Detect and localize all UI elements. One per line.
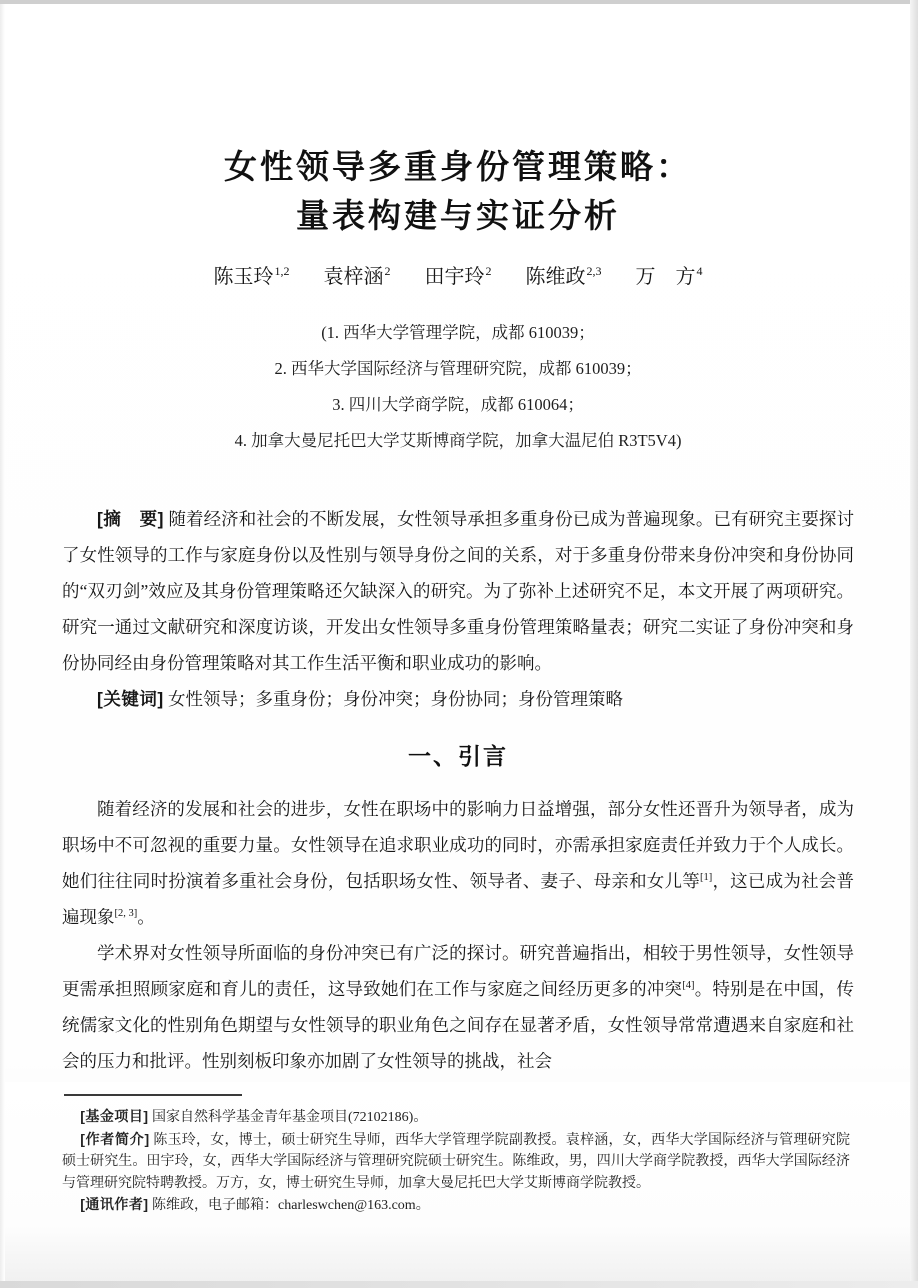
- abstract-paragraph: [摘 要] 随着经济和社会的不断发展，女性领导承担多重身份已成为普遍现象。已有研究主要探讨了女性领导的工作与家庭身份以及性别与领导身份之间的关系，对于多重身份带来身份冲突和身份协同的“双刃剑”效应及其身份管理策略还欠缺深入的研究。为了弥补上述研究不足，本文开展了两项研究。研究一通过文献研究和深度访谈，开发出女性领导多重身份管理策略量表；研究二实证了身份冲突和身份协同经由身份管理策略对其工作生活平衡和职业成功的影响。: [62, 509, 855, 673]
- paper-title-line1: 女性领导多重身份管理策略：: [224, 148, 692, 185]
- author-name: 田宇玲: [424, 266, 485, 288]
- paper-content: [62, 0, 854, 1079]
- footnote-area: [0, 1082, 918, 1288]
- author-superscript: 2: [485, 264, 492, 279]
- author-5: [636, 260, 703, 289]
- affiliation-line-2: 2. 西华大学国际经济与管理研究院，成都 610039；: [274, 359, 642, 378]
- section-heading-introduction: 一、引言: [408, 743, 508, 769]
- intro-paragraph-2: 学术界对女性领导所面临的身份冲突已有广泛的探讨。研究普遍指出，相较于男性领导，女性领导更需承担照顾家庭和育儿的责任，这导致她们在工作与家庭之间经历更多的冲突[4]。特别是在中国，传统儒家文化的性别角色期望与女性领导的职业角色之间存在显著矛盾，女性领导常常遭遇来自家庭和社会的压力和批评。性别刻板印象亦加剧了女性领导的挑战，社会: [62, 943, 855, 1071]
- affiliation-line-1: (1. 西华大学管理学院，成都 610039；: [321, 323, 595, 342]
- affiliation-line-4: 4. 加拿大曼尼托巴大学艾斯博商学院，加拿大温尼伯 R3T5V4): [234, 431, 682, 450]
- author-2: [324, 260, 391, 289]
- authors-line: [62, 260, 854, 289]
- author-4: [526, 260, 602, 289]
- author-1: [214, 260, 290, 289]
- keywords-paragraph: [关键词] 女性领导；多重身份；身份冲突；身份协同；身份管理策略: [97, 689, 624, 709]
- affiliation-line-3: 3. 四川大学商学院，成都 610064；: [332, 395, 584, 414]
- author-superscript: 4: [696, 264, 703, 279]
- author-3: [425, 260, 492, 289]
- footnote-divider: [64, 1094, 242, 1096]
- scan-edge-right: [910, 0, 918, 1288]
- scan-edge-top: [0, 0, 918, 4]
- paper-title-line2: 量表构建与实证分析: [296, 197, 620, 234]
- paper-title: [62, 142, 854, 240]
- footnote-author-bio: [作者简介] 陈玉玲，女，博士，硕士研究生导师，西华大学管理学院副教授。袁梓涵，女，西华大学国际经济与管理研究院硕士研究生。田宇玲，女，西华大学国际经济与管理研究院硕士研究生。陈维政，男，四川大学商学院教授，西华大学国际经济与管理研究院特聘教授。万方，女，博士研究生导师，加拿大曼尼托巴大学艾斯博商学院教授。: [62, 1130, 850, 1191]
- author-superscript: 2: [384, 264, 391, 279]
- author-name: 陈维政: [525, 266, 586, 288]
- scan-edge-left: [0, 0, 5, 1288]
- intro-paragraph-1: 随着经济的发展和社会的进步，女性在职场中的影响力日益增强，部分女性还晋升为领导者，成为职场中不可忽视的重要力量。女性领导在追求职业成功的同时，亦需承担家庭责任并致力于个人成长。她们往往同时扮演着多重社会身份，包括职场女性、领导者、妻子、母亲和女儿等[1]，这已成为社会普遍现象[2, 3]。: [62, 799, 855, 927]
- author-name: 陈玉玲: [213, 266, 274, 288]
- author-superscript: 2,3: [586, 264, 602, 279]
- author-superscript: 1,2: [274, 264, 290, 279]
- footnote-funding: [基金项目] 国家自然科学基金青年基金项目(72102186)。: [80, 1108, 428, 1125]
- author-name: 万 方: [635, 266, 696, 288]
- scan-edge-bottom: [0, 1281, 918, 1288]
- affiliations: [62, 315, 854, 459]
- author-name: 袁梓涵: [323, 266, 384, 288]
- footnote-corresponding-author: [通讯作者] 陈维政，电子邮箱：charleswchen@163.com。: [80, 1196, 430, 1213]
